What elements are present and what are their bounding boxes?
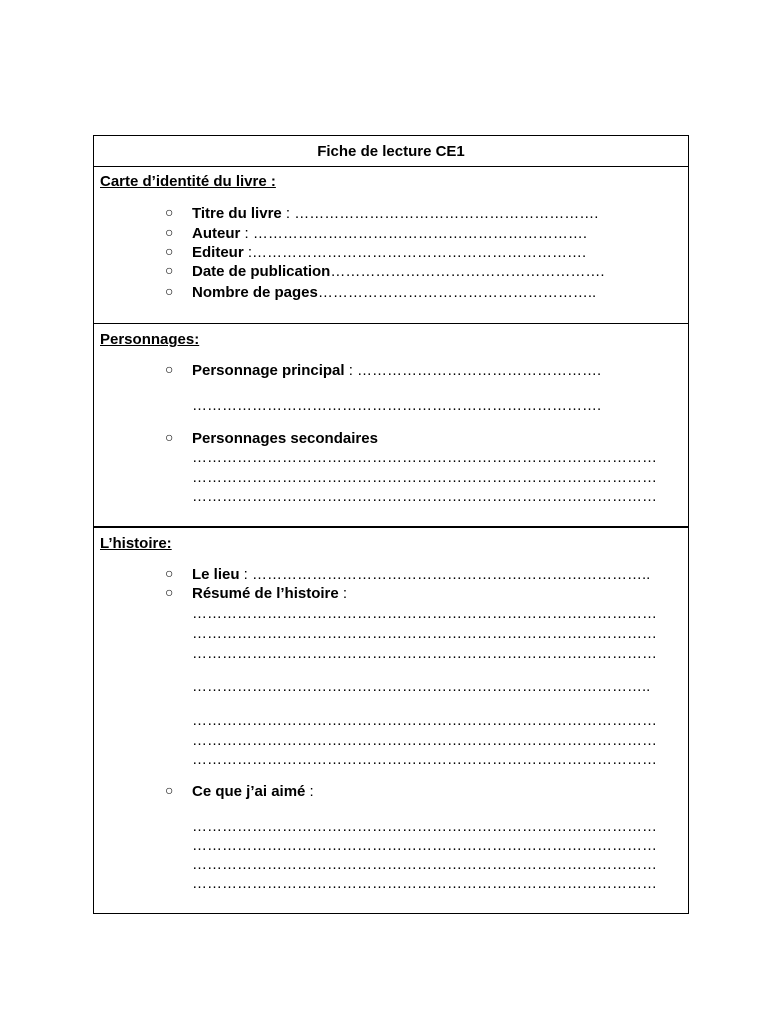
item-summary — [165, 584, 348, 602]
summary-line[interactable]: ………………………………………………………………………………… — [192, 625, 657, 642]
item-page-count-dots[interactable]: ……………………………………………….. — [317, 284, 597, 301]
summary-line[interactable]: ………………………………………………………………………………… — [192, 645, 657, 662]
item-title — [165, 204, 599, 222]
section-identity-heading: Carte d’identité du livre : — [100, 173, 276, 190]
item-liked — [165, 782, 314, 800]
item-publisher — [165, 243, 587, 261]
summary-line[interactable]: ………………………………………………………………………………… — [192, 751, 657, 768]
summary-line[interactable]: ……………………………………………………………………………….. — [192, 678, 651, 695]
section-characters-heading: Personnages: — [100, 331, 200, 348]
item-liked-label: Ce que j’ai aimé — [192, 783, 306, 800]
bullet-icon: ○ — [165, 361, 174, 377]
item-publication-date-dots[interactable]: ………………………………………………. — [330, 263, 605, 280]
item-publication-date — [165, 262, 605, 280]
item-secondary-characters-label: Personnages secondaires — [192, 430, 378, 447]
summary-line[interactable]: ………………………………………………………………………………… — [192, 732, 657, 749]
item-author-dots[interactable]: : …………………………………………………………. — [240, 225, 588, 242]
liked-line[interactable]: ………………………………………………………………………………… — [192, 837, 657, 854]
item-publisher-label: Editeur — [192, 244, 244, 261]
section-story — [94, 528, 688, 913]
section-story-heading: L’histoire: — [100, 535, 172, 552]
item-page-count-label: Nombre de pages — [192, 284, 318, 301]
item-publisher-dots[interactable]: :…………………………………………………………. — [243, 244, 587, 261]
summary-line[interactable]: ………………………………………………………………………………… — [192, 605, 657, 622]
item-title-label: Titre du livre — [192, 205, 282, 222]
bullet-icon: ○ — [165, 224, 174, 240]
item-liked-colon: : — [305, 783, 314, 800]
bullet-icon: ○ — [165, 565, 174, 581]
section-characters — [94, 324, 688, 528]
liked-line[interactable]: ………………………………………………………………………………… — [192, 875, 657, 892]
liked-line[interactable]: ………………………………………………………………………………… — [192, 856, 657, 873]
section-identity — [94, 167, 688, 324]
item-summary-label: Résumé de l’histoire — [192, 585, 339, 602]
bullet-icon: ○ — [165, 283, 174, 299]
secondary-line[interactable]: ………………………………………………………………………………… — [192, 488, 657, 505]
reading-sheet — [93, 135, 689, 914]
liked-line[interactable]: ………………………………………………………………………………… — [192, 818, 657, 835]
summary-line[interactable]: ………………………………………………………………………………… — [192, 712, 657, 729]
bullet-icon: ○ — [165, 782, 174, 798]
item-main-character — [165, 361, 602, 379]
item-title-dots[interactable]: : ……………………………………………………. — [281, 205, 599, 222]
item-place-dots[interactable]: : …………………………………………………………………….. — [239, 566, 651, 583]
item-publication-date-label: Date de publication — [192, 263, 331, 280]
bullet-icon: ○ — [165, 429, 174, 445]
item-author — [165, 224, 588, 242]
secondary-line[interactable]: ………………………………………………………………………………… — [192, 449, 657, 466]
page-title: Fiche de lecture CE1 — [317, 143, 465, 160]
item-place — [165, 565, 651, 583]
bullet-icon: ○ — [165, 584, 174, 600]
item-main-character-label: Personnage principal — [192, 362, 345, 379]
item-summary-colon: : — [338, 585, 348, 602]
secondary-line[interactable]: ………………………………………………………………………………… — [192, 469, 657, 486]
main-character-line[interactable]: ………………………………………………………………………. — [192, 397, 602, 414]
item-author-label: Auteur — [192, 225, 241, 242]
item-page-count — [165, 283, 597, 301]
bullet-icon: ○ — [165, 204, 174, 220]
bullet-icon: ○ — [165, 262, 174, 278]
item-place-label: Le lieu — [192, 566, 240, 583]
item-main-character-dots[interactable]: : …………………………………………. — [344, 362, 602, 379]
title-row — [94, 136, 688, 167]
item-secondary-characters — [165, 429, 378, 447]
bullet-icon: ○ — [165, 243, 174, 259]
